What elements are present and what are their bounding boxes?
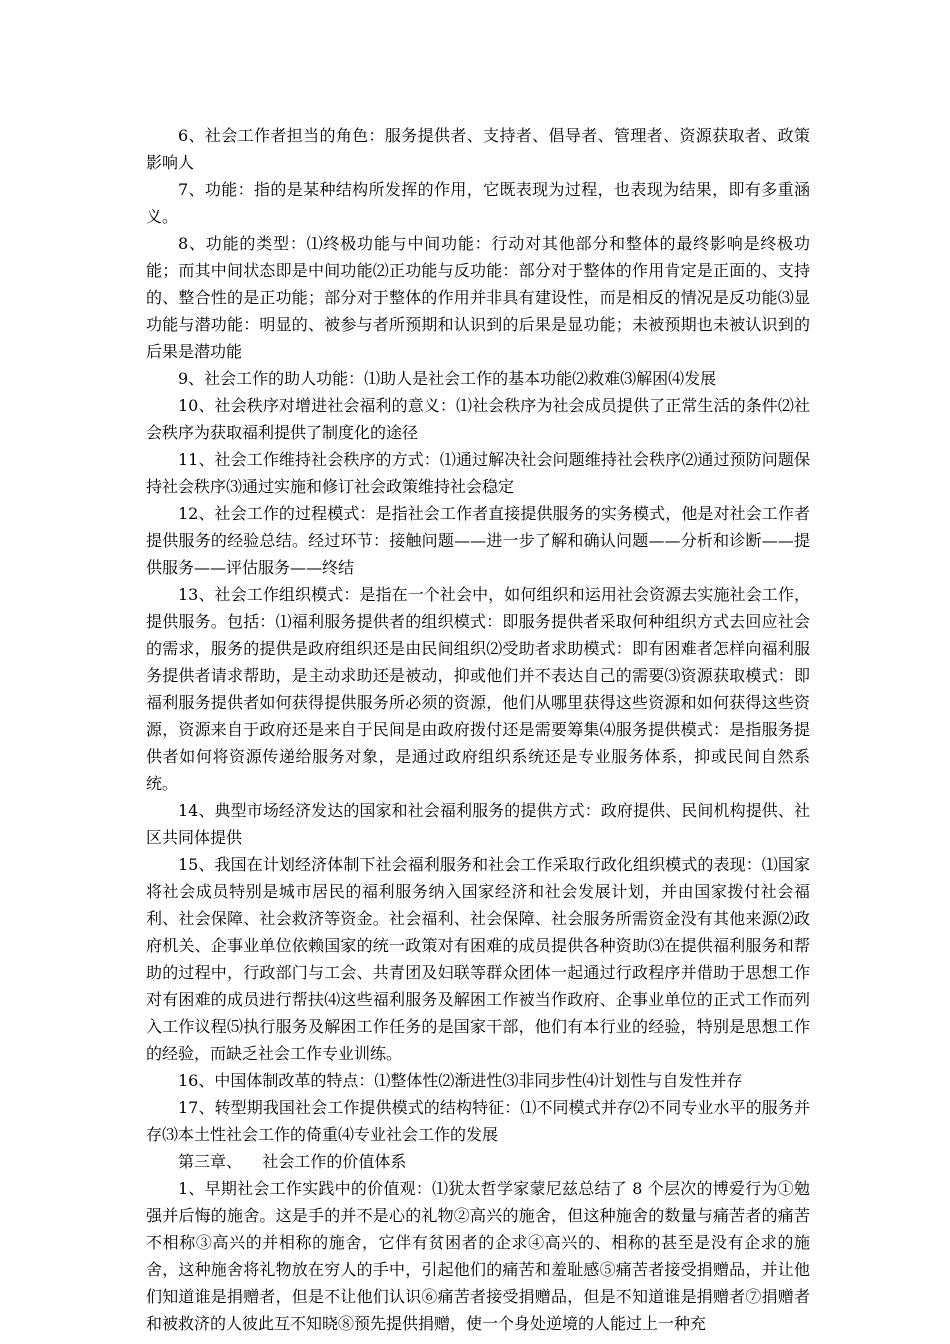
paragraph-9-helping-function: 9、社会工作的助人功能：⑴助人是社会工作的基本功能⑵救难⑶解困⑷发展 <box>178 369 717 388</box>
paragraph-early-values: 1、早期社会工作实践中的价值观：⑴犹太哲学家蒙尼兹总结了 8 个层次的博爱行为①勉强并后悔的施舍。这是手的并不是心的礼物②高兴的施舍，但这种施舍的数量与痛苦者的痛苦不相称③高兴的并相称的施舍，它伴有贫困者的企求④高兴的、相称的甚至是没有企求的施舍，这种施舍将礼物放在穷人的手中，引起他们的痛苦和羞耻感⑤痛苦者接受捐赠品，并让他们知道谁是捐赠者，但是不让他们认识⑥痛苦者接受捐赠品，但是不知道谁是捐赠者⑦捐赠者和被救济的人彼此互不知晓⑧预先提供捐赠，使一个身处逆境的人能过上一种充 <box>146 1179 810 1333</box>
paragraph-13-organization-model: 13、社会工作组织模式：是指在一个社会中，如何组织和运用社会资源去实施社会工作，提供服务。包括：⑴福利服务提供者的组织模式：即服务提供者采取何种组织方式去回应社会的需求，服务的提供是政府组织还是由民间组织⑵受助者求助模式：即有困难者怎样向福利服务提供者请求帮助，是主动求助还是被动，抑或他们并不表达自己的需要⑶资源获取模式：即福利服务提供者如何获得提供服务所必须的资源，他们从哪里获得这些资源和如何获得这些资源，资源来自于政府还是来自于民间是由政府拨付还是需要筹集⑷服务提供模式：是指服务提供者如何将资源传递给服务对象，是通过政府组织系统还是专业服务体系，抑或民间自然系统。 <box>146 585 810 793</box>
paragraph-8-function-types: 8、功能的类型：⑴终极功能与中间功能：行动对其他部分和整体的最终影响是终极功能；而其中间状态即是中间功能⑵正功能与反功能：部分对于整体的作用肯定是正面的、支持的、整合性的是正功能；部分对于整体的作用并非具有建设性，而是相反的情况是反功能⑶显功能与潜功能：明显的、被参与者所预期和认识到的后果是显功能；未被预期也未被认识到的后果是潜功能 <box>146 234 810 361</box>
paragraph-16-reform-features: 16、中国体制改革的特点：⑴整体性⑵渐进性⑶非同步性⑷计划性与自发性并存 <box>178 1071 743 1090</box>
paragraph-11-maintain-order: 11、社会工作维持社会秩序的方式：⑴通过解决社会问题维持社会秩序⑵通过预防问题保持社会秩序⑶通过实施和修订社会政策维持社会稳定 <box>146 450 810 496</box>
paragraph-10-social-order: 10、社会秩序对增进社会福利的意义：⑴社会秩序为社会成员提供了正常生活的条件⑵社会秩序为获取福利提供了制度化的途径 <box>146 396 810 442</box>
paragraph-17-transition-features: 17、转型期我国社会工作提供模式的结构特征：⑴不同模式并存⑵不同专业水平的服务并存⑶本土性社会工作的倚重⑷专业社会工作的发展 <box>146 1098 810 1144</box>
chapter-heading: 第三章、 社会工作的价值体系 <box>178 1152 407 1171</box>
paragraph-7-function: 7、功能：指的是某种结构所发挥的作用，它既表现为过程，也表现为结果，即有多重涵义。 <box>146 180 810 226</box>
document-body <box>146 122 810 1337</box>
paragraph-12-process-model: 12、社会工作的过程模式：是指社会工作者直接提供服务的实务模式，他是对社会工作者提供服务的经验总结。经过环节：接触问题——进一步了解和确认问题——分析和诊断——提供服务——评估服务——终结 <box>146 504 810 577</box>
paragraph-6-roles: 6、社会工作者担当的角色：服务提供者、支持者、倡导者、管理者、资源获取者、政策影响人 <box>146 126 810 172</box>
paragraph-14-provision-methods: 14、典型市场经济发达的国家和社会福利服务的提供方式：政府提供、民间机构提供、社区共同体提供 <box>146 801 810 847</box>
paragraph-15-planned-economy: 15、我国在计划经济体制下社会福利服务和社会工作采取行政化组织模式的表现：⑴国家将社会成员特别是城市居民的福利服务纳入国家经济和社会发展计划，并由国家拨付社会福利、社会保障、社会救济等资金。社会福利、社会保障、社会服务所需资金没有其他来源⑵政府机关、企事业单位依赖国家的统一政策对有困难的成员提供各种资助⑶在提供福利服务和帮助的过程中，行政部门与工会、共青团及妇联等群众团体一起通过行政程序并借助于思想工作对有困难的成员进行帮扶⑷这些福利服务及解困工作被当作政府、企事业单位的正式工作而列入工作议程⑸执行服务及解困工作任务的是国家干部，他们有本行业的经验，特别是思想工作的经验，而缺乏社会工作专业训练。 <box>146 855 810 1063</box>
